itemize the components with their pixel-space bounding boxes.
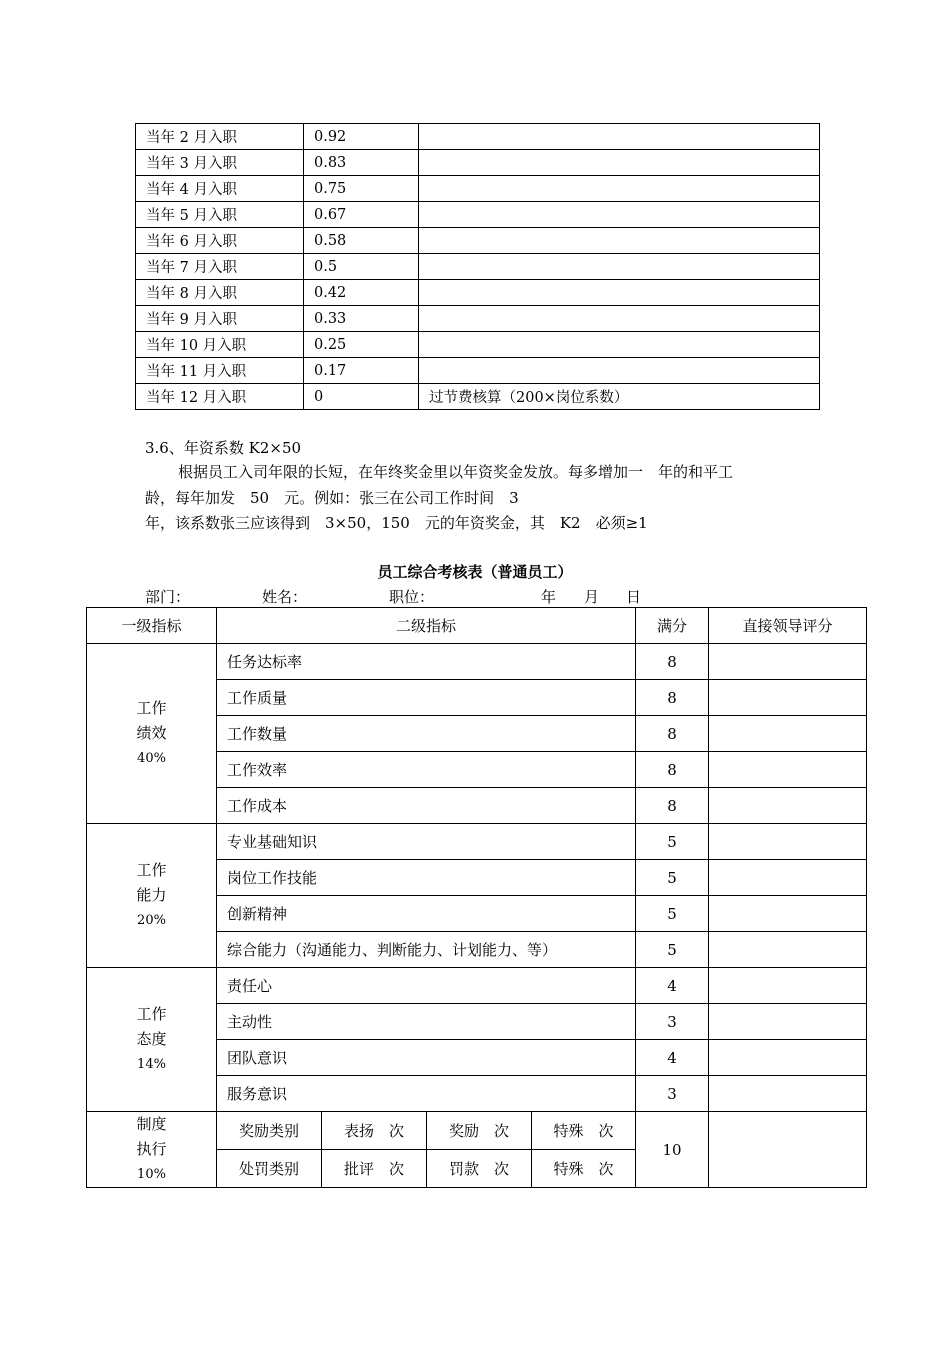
- indicator-cell: 专业基础知识: [217, 824, 636, 860]
- leader-score-cell[interactable]: [709, 644, 867, 680]
- full-score-cell: 3: [636, 1076, 709, 1112]
- full-score-cell: 8: [636, 680, 709, 716]
- category-cell: [87, 1112, 217, 1188]
- leader-score-cell[interactable]: [709, 752, 867, 788]
- penalty-criticism: 批评 次: [322, 1150, 427, 1188]
- section-heading: 3.6、年资系数 K2×50: [145, 439, 302, 457]
- reward-bonus: 奖励 次: [427, 1112, 532, 1150]
- indicator-cell: 工作效率: [217, 752, 636, 788]
- reward-praise: 表扬 次: [322, 1112, 427, 1150]
- month-cell: 当年 11 月入职: [136, 358, 304, 384]
- full-score-cell: 5: [636, 896, 709, 932]
- coef-cell: 0.33: [304, 306, 419, 332]
- category-weight: 10%: [137, 1167, 166, 1182]
- note-cell: [419, 176, 820, 202]
- category-line: 能力: [136, 886, 167, 904]
- category-weight: 20%: [137, 913, 166, 928]
- month-cell: 当年 9 月入职: [136, 306, 304, 332]
- leader-score-cell[interactable]: [709, 824, 867, 860]
- coef-cell: 0.58: [304, 228, 419, 254]
- month-cell: 当年 8 月入职: [136, 280, 304, 306]
- full-score-cell: 4: [636, 1040, 709, 1076]
- table-row: [87, 644, 867, 680]
- indicator-cell: 团队意识: [217, 1040, 636, 1076]
- indicator-cell: 主动性: [217, 1004, 636, 1040]
- coef-cell: 0.42: [304, 280, 419, 306]
- table-row: [136, 280, 820, 306]
- note-cell: [419, 124, 820, 150]
- position-label: 职位：: [389, 588, 435, 606]
- table-row: [136, 124, 820, 150]
- month-cell: 当年 5 月入职: [136, 202, 304, 228]
- month-cell: 当年 6 月入职: [136, 228, 304, 254]
- coef-cell: 0.5: [304, 254, 419, 280]
- category-weight: 40%: [137, 751, 166, 766]
- note-cell: [419, 306, 820, 332]
- form-title: 员工综合考核表（普通员工）: [377, 563, 573, 581]
- table-row: [136, 228, 820, 254]
- month-cell: 当年 4 月入职: [136, 176, 304, 202]
- note-cell: [419, 254, 820, 280]
- table-row: [136, 332, 820, 358]
- category-cell: [87, 644, 217, 824]
- category-weight: 14%: [137, 1057, 166, 1072]
- col-score: 直接领导评分: [709, 608, 867, 644]
- leader-score-cell[interactable]: [709, 968, 867, 1004]
- leader-score-cell[interactable]: [709, 788, 867, 824]
- indicator-cell: 责任心: [217, 968, 636, 1004]
- leader-score-cell[interactable]: [709, 932, 867, 968]
- indicator-cell: 创新精神: [217, 896, 636, 932]
- leader-score-cell[interactable]: [709, 680, 867, 716]
- coef-cell: 0.83: [304, 150, 419, 176]
- category-line: 制度: [136, 1115, 167, 1133]
- table-row: [136, 150, 820, 176]
- month-cell: 当年 3 月入职: [136, 150, 304, 176]
- coef-cell: 0.25: [304, 332, 419, 358]
- col-level1: 一级指标: [87, 608, 217, 644]
- leader-score-cell[interactable]: [709, 860, 867, 896]
- note-cell: 过节费核算（200×岗位系数）: [419, 384, 820, 410]
- indicator-cell: 工作成本: [217, 788, 636, 824]
- penalty-special: 特殊 次: [532, 1150, 636, 1188]
- table-row: [136, 176, 820, 202]
- full-score-cell: 8: [636, 716, 709, 752]
- month-cell: 当年 2 月入职: [136, 124, 304, 150]
- col-full: 满分: [636, 608, 709, 644]
- full-score-cell: 10: [636, 1112, 709, 1188]
- table-row: [87, 824, 867, 860]
- category-line: 工作: [136, 861, 167, 879]
- table-row: [87, 968, 867, 1004]
- assessment-table: [86, 607, 867, 1188]
- paragraph-line: 龄，每年加发 50 元。例如：张三在公司工作时间 3: [145, 489, 519, 507]
- indicator-cell: 工作数量: [217, 716, 636, 752]
- table-row: [87, 1112, 867, 1150]
- table-row: [136, 358, 820, 384]
- indicator-cell: 服务意识: [217, 1076, 636, 1112]
- leader-score-cell[interactable]: [709, 1004, 867, 1040]
- table-row: [136, 254, 820, 280]
- note-cell: [419, 150, 820, 176]
- indicator-cell: 工作质量: [217, 680, 636, 716]
- category-cell: [87, 968, 217, 1112]
- penalty-fine: 罚款 次: [427, 1150, 532, 1188]
- coef-cell: 0.17: [304, 358, 419, 384]
- category-line: 工作: [136, 699, 167, 717]
- dept-label: 部门：: [145, 588, 191, 606]
- col-level2: 二级指标: [217, 608, 636, 644]
- coef-cell: 0.75: [304, 176, 419, 202]
- full-score-cell: 8: [636, 644, 709, 680]
- header-row: [87, 608, 867, 644]
- coef-cell: 0.67: [304, 202, 419, 228]
- note-cell: [419, 202, 820, 228]
- year-label: 年: [541, 588, 557, 606]
- reward-type-label: 奖励类别: [217, 1112, 322, 1150]
- leader-score-cell[interactable]: [709, 716, 867, 752]
- month-cell: 当年 7 月入职: [136, 254, 304, 280]
- leader-score-cell[interactable]: [709, 1112, 867, 1188]
- penalty-type-label: 处罚类别: [217, 1150, 322, 1188]
- name-label: 姓名：: [262, 588, 308, 606]
- paragraph-line: 根据员工入司年限的长短，在年终奖金里以年资奖金发放。每多增加一 年的和平工: [178, 463, 734, 481]
- full-score-cell: 5: [636, 860, 709, 896]
- full-score-cell: 4: [636, 968, 709, 1004]
- coef-cell: 0.92: [304, 124, 419, 150]
- indicator-cell: 任务达标率: [217, 644, 636, 680]
- table-row: [136, 384, 820, 410]
- indicator-cell: 岗位工作技能: [217, 860, 636, 896]
- table-row: [136, 202, 820, 228]
- note-cell: [419, 332, 820, 358]
- reward-special: 特殊 次: [532, 1112, 636, 1150]
- note-cell: [419, 280, 820, 306]
- full-score-cell: 5: [636, 824, 709, 860]
- month-label: 月: [584, 588, 600, 606]
- category-line: 执行: [136, 1140, 167, 1158]
- full-score-cell: 3: [636, 1004, 709, 1040]
- entry-coefficient-table: [135, 123, 820, 410]
- category-line: 工作: [136, 1005, 167, 1023]
- full-score-cell: 5: [636, 932, 709, 968]
- category-cell: [87, 824, 217, 968]
- note-cell: [419, 228, 820, 254]
- leader-score-cell[interactable]: [709, 1040, 867, 1076]
- category-line: 绩效: [136, 724, 167, 742]
- paragraph-line: 年，该系数张三应该得到 3×50，150 元的年资奖金，其 K2 必须≥1: [145, 514, 648, 532]
- leader-score-cell[interactable]: [709, 896, 867, 932]
- day-label: 日: [626, 588, 642, 606]
- coef-cell: 0: [304, 384, 419, 410]
- indicator-cell: 综合能力（沟通能力、判断能力、计划能力、等）: [217, 932, 636, 968]
- leader-score-cell[interactable]: [709, 1076, 867, 1112]
- note-cell: [419, 358, 820, 384]
- full-score-cell: 8: [636, 788, 709, 824]
- full-score-cell: 8: [636, 752, 709, 788]
- table-row: [136, 306, 820, 332]
- category-line: 态度: [136, 1030, 167, 1048]
- month-cell: 当年 12 月入职: [136, 384, 304, 410]
- month-cell: 当年 10 月入职: [136, 332, 304, 358]
